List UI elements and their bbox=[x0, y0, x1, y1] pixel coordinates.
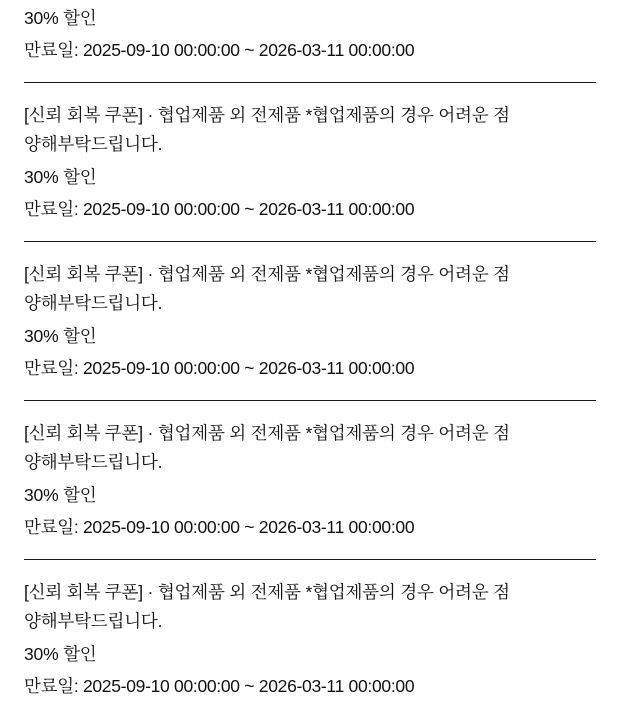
coupon-expiry: 만료일: 2025-09-10 00:00:00 ~ 2026-03-11 00:00:00 bbox=[24, 676, 415, 696]
coupon-discount: 30% 할인 bbox=[24, 326, 97, 346]
coupon-expiry: 만료일: 2025-09-10 00:00:00 ~ 2026-03-11 00:00:00 bbox=[24, 358, 415, 378]
list-item[interactable] bbox=[0, 0, 620, 65]
coupon-expiry: 만료일: 2025-09-10 00:00:00 ~ 2026-03-11 00:00:00 bbox=[24, 199, 415, 219]
list-item[interactable] bbox=[0, 258, 620, 383]
coupon-title: [신뢰 회복 쿠폰] · 협업제품 외 전제품 *협업제품의 경우 어려운 점 양해부탁드립니다. bbox=[24, 105, 510, 154]
coupon-expiry: 만료일: 2025-09-10 00:00:00 ~ 2026-03-11 00:00:00 bbox=[24, 40, 415, 60]
coupon-title: [신뢰 회복 쿠폰] · 협업제품 외 전제품 *협업제품의 경우 어려운 점 양해부탁드립니다. bbox=[24, 582, 510, 631]
divider bbox=[24, 241, 596, 242]
list-item[interactable] bbox=[0, 99, 620, 224]
coupon-discount: 30% 할인 bbox=[24, 644, 97, 664]
coupon-discount: 30% 할인 bbox=[24, 485, 97, 505]
coupon-expiry: 만료일: 2025-09-10 00:00:00 ~ 2026-03-11 00:00:00 bbox=[24, 517, 415, 537]
coupon-title: [신뢰 회복 쿠폰] · 협업제품 외 전제품 *협업제품의 경우 어려운 점 양해부탁드립니다. bbox=[24, 264, 510, 313]
list-item[interactable] bbox=[0, 417, 620, 542]
divider bbox=[24, 559, 596, 560]
coupon-discount: 30% 할인 bbox=[24, 8, 97, 28]
coupon-title: [신뢰 회복 쿠폰] · 협업제품 외 전제품 *협업제품의 경우 어려운 점 양해부탁드립니다. bbox=[24, 423, 510, 472]
coupon-discount: 30% 할인 bbox=[24, 167, 97, 187]
list-item[interactable] bbox=[0, 576, 620, 701]
divider bbox=[24, 400, 596, 401]
divider bbox=[24, 82, 596, 83]
